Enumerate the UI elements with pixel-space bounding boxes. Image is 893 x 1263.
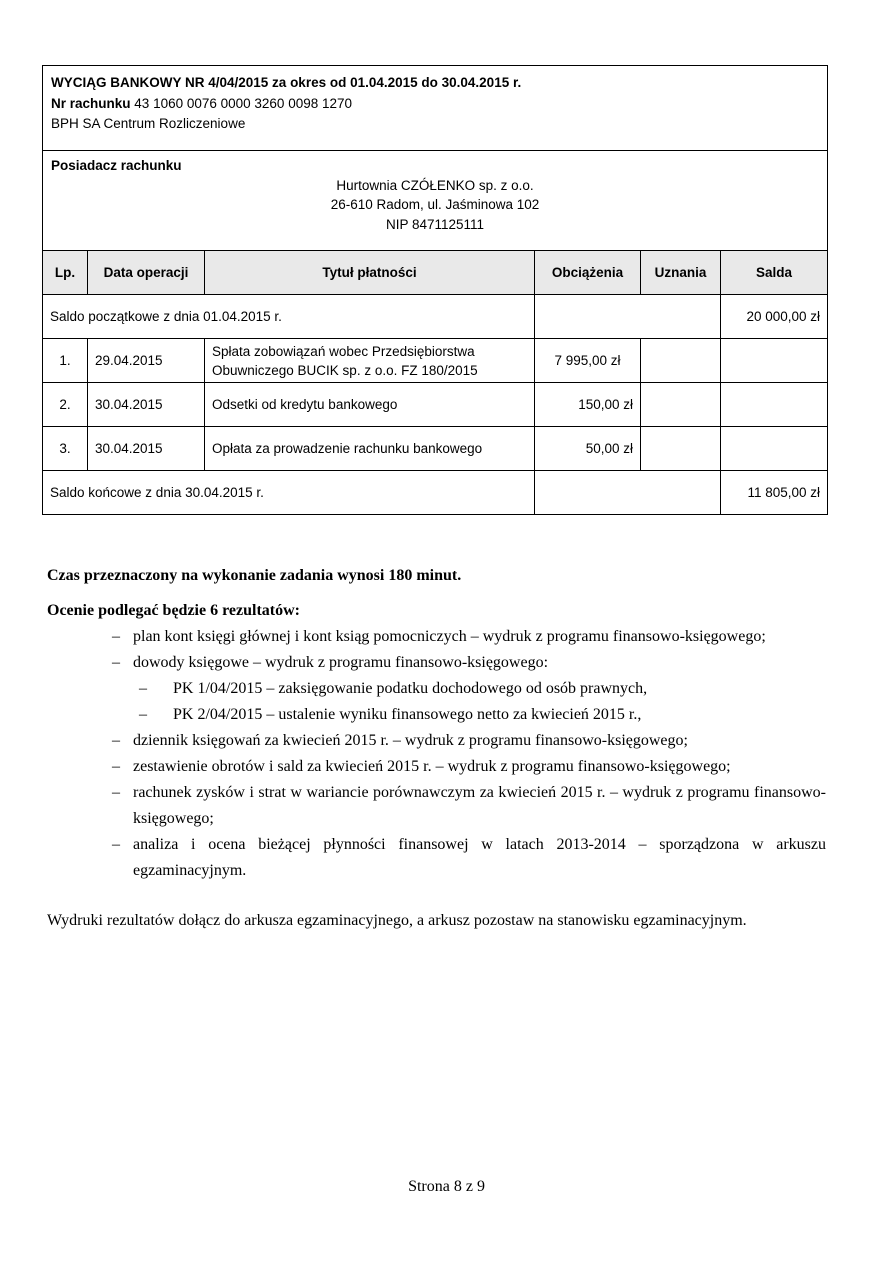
statement-header <box>43 66 828 151</box>
closing-balance: 11 805,00 zł <box>721 471 828 515</box>
row-lp: 3. <box>43 427 88 471</box>
statement-title: WYCIĄG BANKOWY NR 4/04/2015 za okres od 01.04.2015 do 30.04.2015 r. <box>51 75 522 90</box>
opening-balance: 20 000,00 zł <box>721 295 828 339</box>
row-date: 30.04.2015 <box>88 383 205 427</box>
row-debit: 50,00 zł <box>535 427 641 471</box>
row-debit: 150,00 zł <box>535 383 641 427</box>
col-balance: Salda <box>721 251 828 295</box>
sub-list <box>47 676 826 728</box>
col-date: Data operacji <box>88 251 205 295</box>
results-heading: Ocenie podlegać będzie 6 rezultatów: <box>47 602 300 619</box>
results-list-cont <box>47 728 826 884</box>
closing-note: Wydruki rezultatów dołącz do arkusza egzaminacyjnego, a arkusz pozostaw na stanowisku egzaminacyjnym. <box>47 912 747 929</box>
account-owner <box>43 151 828 251</box>
row-lp: 1. <box>43 339 88 383</box>
row-credit <box>641 427 721 471</box>
closing-balance-row <box>43 471 828 515</box>
row-balance <box>721 427 828 471</box>
row-debit: 7 995,00 zł <box>535 339 641 383</box>
bank-statement-table <box>42 65 828 515</box>
row-title: Odsetki od kredytu bankowego <box>205 383 535 427</box>
table-row <box>43 339 828 383</box>
row-balance <box>721 383 828 427</box>
column-headers <box>43 251 828 295</box>
owner-address: 26-610 Radom, ul. Jaśminowa 102 <box>330 197 540 212</box>
list-item: – zestawienie obrotów i sald za kwiecień 2015 r. – wydruk z programu finansowo-księgowego; <box>112 758 731 775</box>
col-credit: Uznania <box>641 251 721 295</box>
bank-name: BPH SA Centrum Rozliczeniowe <box>51 116 246 131</box>
table-row <box>43 427 828 471</box>
col-lp: Lp. <box>43 251 88 295</box>
owner-name: Hurtownia CZÓŁENKO sp. z o.o. <box>336 177 534 193</box>
list-item: – dowody księgowe – wydruk z programu finansowo-księgowego: <box>112 654 549 671</box>
row-date: 29.04.2015 <box>88 339 205 383</box>
row-lp: 2. <box>43 383 88 427</box>
list-item: – plan kont księgi głównej i kont ksiąg pomocniczych – wydruk z programu finansowo-księgowego; <box>112 628 766 645</box>
col-title: Tytuł płatności <box>205 251 535 295</box>
account-label: Nr rachunku <box>51 95 131 111</box>
closing-label: Saldo końcowe z dnia 30.04.2015 r. <box>43 471 535 515</box>
sub-list-item: – PK 2/04/2015 – ustalenie wyniku finansowego netto za kwiecień 2015 r., <box>139 706 642 723</box>
time-note: Czas przeznaczony na wykonanie zadania wynosi 180 minut. <box>47 567 462 584</box>
instructions <box>47 563 826 934</box>
row-date: 30.04.2015 <box>88 427 205 471</box>
opening-balance-row <box>43 295 828 339</box>
list-item: – dziennik księgowań za kwiecień 2015 r. – wydruk z programu finansowo-księgowego; <box>112 732 688 749</box>
closing-empty <box>535 471 721 515</box>
results-list <box>47 624 826 676</box>
row-balance <box>721 339 828 383</box>
owner-label: Posiadacz rachunku <box>51 158 182 173</box>
owner-nip: NIP 8471125111 <box>385 216 485 232</box>
page-number: Strona 8 z 9 <box>408 1178 485 1195</box>
col-debit: Obciążenia <box>535 251 641 295</box>
list-item: – rachunek zysków i strat w wariancie porównawczym za kwiecień 2015 r. – wydruk z programu finansowo-księgowego; <box>112 784 826 827</box>
account-number: 43 1060 0076 0000 3260 0098 1270 <box>134 95 353 111</box>
list-item: – analiza i ocena bieżącej płynności finansowej w latach 2013-2014 – sporządzona w arkuszu egzaminacyjnym. <box>112 836 826 879</box>
opening-empty <box>535 295 721 339</box>
row-title: Opłata za prowadzenie rachunku bankowego <box>205 427 535 471</box>
row-credit <box>641 383 721 427</box>
row-title: Spłata zobowiązań wobec Przedsiębiorstwa Obuwniczego BUCIK sp. z o.o. FZ 180/2015 <box>205 339 535 383</box>
opening-label: Saldo początkowe z dnia 01.04.2015 r. <box>43 295 535 339</box>
account-line <box>51 94 819 115</box>
sub-list-item: – PK 1/04/2015 – zaksięgowanie podatku dochodowego od osób prawnych, <box>139 680 648 697</box>
row-credit <box>641 339 721 383</box>
table-row <box>43 383 828 427</box>
